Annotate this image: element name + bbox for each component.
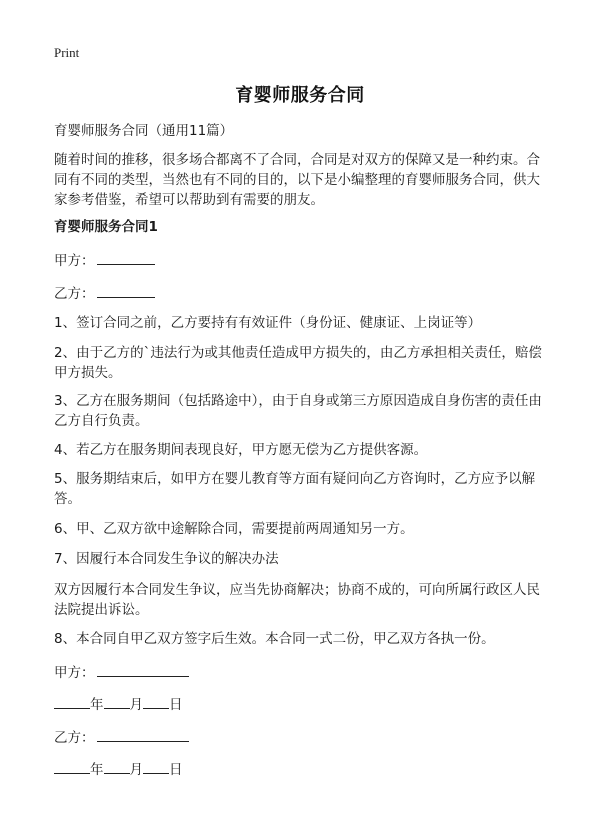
page-title: 育婴师服务合同 — [235, 85, 365, 106]
sign-party-b-blank — [97, 727, 189, 742]
day-label: 日 — [169, 697, 183, 713]
subtitle: 育婴师服务合同（通用11篇） — [54, 123, 234, 139]
date-line-a — [54, 694, 548, 715]
party-a-blank — [97, 250, 155, 265]
clause-1: 1、签订合同之前，乙方要持有有效证件（身份证、健康证、上岗证等） — [54, 315, 482, 331]
party-b-blank — [97, 283, 155, 298]
month-label: 月 — [129, 697, 143, 713]
section-heading: 育婴师服务合同1 — [54, 219, 158, 235]
party-b-line — [54, 283, 548, 304]
party-b-label: 乙方： — [54, 286, 95, 302]
dispute-resolution-text: 双方因履行本合同发生争议，应当先协商解决；协商不成的，可向所属行政区人民法院提出诉讼。 — [54, 582, 540, 618]
day-label: 日 — [169, 762, 183, 778]
date-line-b — [54, 759, 548, 780]
clause-5: 5、服务期结束后，如甲方在婴儿教育等方面有疑问向乙方咨询时，乙方应予以解答。 — [54, 471, 536, 507]
sign-party-b-label: 乙方： — [54, 730, 95, 746]
year-blank — [54, 694, 90, 709]
party-a-line — [54, 250, 548, 271]
month-label: 月 — [129, 762, 143, 778]
print-link[interactable]: Print — [54, 45, 80, 60]
clause-7: 7、因履行本合同发生争议的解决办法 — [54, 551, 279, 567]
clause-6: 6、甲、乙双方欲中途解除合同，需要提前两周通知另一方。 — [54, 521, 414, 537]
month-blank — [104, 759, 130, 774]
year-label: 年 — [90, 762, 104, 778]
sign-party-a-line — [54, 662, 548, 683]
sign-party-a-label: 甲方： — [54, 665, 95, 681]
clause-3: 3、乙方在服务期间（包括路途中），由于自身或第三方原因造成自身伤害的责任由乙方自行负责。 — [54, 393, 542, 429]
sign-party-b-line — [54, 727, 548, 748]
clause-4: 4、若乙方在服务期间表现良好，甲方愿无偿为乙方提供客源。 — [54, 442, 428, 458]
clause-8: 8、本合同自甲乙双方签字后生效。本合同一式二份，甲乙双方各执一份。 — [54, 631, 495, 647]
month-blank — [104, 694, 130, 709]
year-blank — [54, 759, 90, 774]
day-blank — [143, 759, 169, 774]
day-blank — [143, 694, 169, 709]
party-a-label: 甲方： — [54, 253, 95, 269]
clause-2: 2、由于乙方的`违法行为或其他责任造成甲方损失的，由乙方承担相关责任，赔偿甲方损失。 — [54, 345, 542, 381]
intro-paragraph: 随着时间的推移，很多场合都离不了合同，合同是对双方的保障又是一种约束。合同有不同的类型，当然也有不同的目的，以下是小编整理的育婴师服务合同，供大家参考借鉴，希望可以帮助到有需要的朋友。 — [54, 152, 540, 208]
sign-party-a-blank — [97, 662, 189, 677]
year-label: 年 — [90, 697, 104, 713]
